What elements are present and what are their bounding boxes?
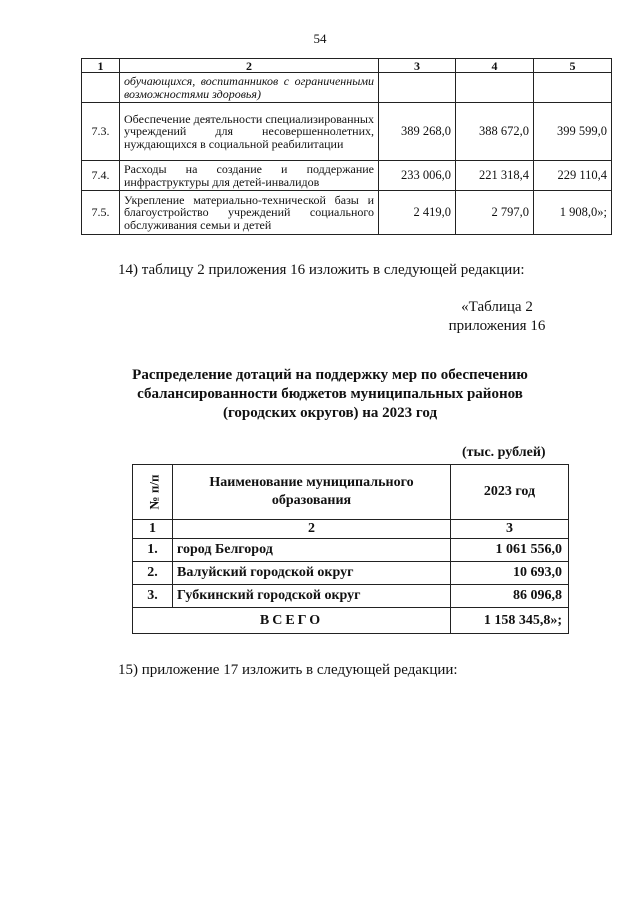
table-reference	[432, 298, 562, 336]
row-value: 389 268,0	[379, 103, 456, 161]
column-header: Наименование муниципального образования	[173, 465, 451, 520]
row-value: 229 110,4	[534, 161, 612, 191]
units-label: (тыс. рублей)	[462, 445, 546, 460]
column-header: 3	[379, 59, 456, 73]
row-value: 10 693,0	[451, 562, 569, 585]
column-header: 2023 год	[451, 465, 569, 520]
total-label: ВСЕГО	[133, 608, 451, 634]
row-index: 2.	[133, 562, 173, 585]
table-row	[82, 73, 612, 103]
row-name: Расходы на создание и поддержание инфраструктуры для детей-инвалидов	[120, 161, 379, 191]
table-row	[82, 103, 612, 161]
column-header: 1	[82, 59, 120, 73]
total-value: 1 158 345,8»;	[451, 608, 569, 634]
row-value: 2 419,0	[379, 191, 456, 235]
row-value: 399 599,0	[534, 103, 612, 161]
table-header-row	[133, 465, 569, 520]
column-number: 2	[173, 520, 451, 539]
row-index: 7.4.	[82, 161, 120, 191]
row-index: 3.	[133, 585, 173, 608]
row-index: 1.	[133, 539, 173, 562]
row-value: 86 096,8	[451, 585, 569, 608]
row-value: 1 061 556,0	[451, 539, 569, 562]
column-number-row	[133, 520, 569, 539]
table-row	[133, 585, 569, 608]
table-row	[133, 562, 569, 585]
total-row	[133, 608, 569, 634]
table-header-row	[82, 59, 612, 73]
row-index: 7.5.	[82, 191, 120, 235]
paragraph-15: 15) приложение 17 изложить в следующей редакции:	[118, 662, 458, 678]
row-value: 388 672,0	[456, 103, 534, 161]
column-header: 5	[534, 59, 612, 73]
expenses-table	[81, 58, 612, 235]
paragraph-14: 14) таблицу 2 приложения 16 изложить в следующей редакции:	[118, 262, 525, 278]
subsidies-table	[132, 464, 569, 634]
page-number: 54	[313, 31, 327, 46]
column-header	[133, 465, 173, 520]
column-header: 2	[120, 59, 379, 73]
table-title: Распределение дотаций на поддержку мер по обеспечению сбалансированности бюджетов муниципальных районов (городских округов) на 2023 год	[132, 367, 528, 421]
table-row	[133, 539, 569, 562]
row-name: Валуйский городской округ	[173, 562, 451, 585]
table-reference-line: приложения 16	[448, 318, 546, 334]
row-name: обучающихся, воспитанников с ограниченными возможностями здоровья)	[120, 73, 379, 103]
row-name: город Белгород	[173, 539, 451, 562]
row-name: Обеспечение деятельности специализированных учреждений для несовершеннолетних, нуждающихся в социальной реабилитации	[120, 103, 379, 161]
column-number: 3	[451, 520, 569, 539]
row-index: 7.3.	[82, 103, 120, 161]
row-name: Губкинский городской округ	[173, 585, 451, 608]
row-value: 2 797,0	[456, 191, 534, 235]
row-name: Укрепление материально-технической базы и благоустройство учреждений социального обслуживания семьи и детей	[120, 191, 379, 235]
column-number: 1	[133, 520, 173, 539]
row-value: 221 318,4	[456, 161, 534, 191]
table-row	[82, 191, 612, 235]
row-value: 233 006,0	[379, 161, 456, 191]
row-value: 1 908,0»;	[534, 191, 612, 235]
num-header: № п/п	[146, 474, 162, 509]
table-reference-line: «Таблица 2	[461, 299, 533, 315]
table-row	[82, 161, 612, 191]
column-header: 4	[456, 59, 534, 73]
